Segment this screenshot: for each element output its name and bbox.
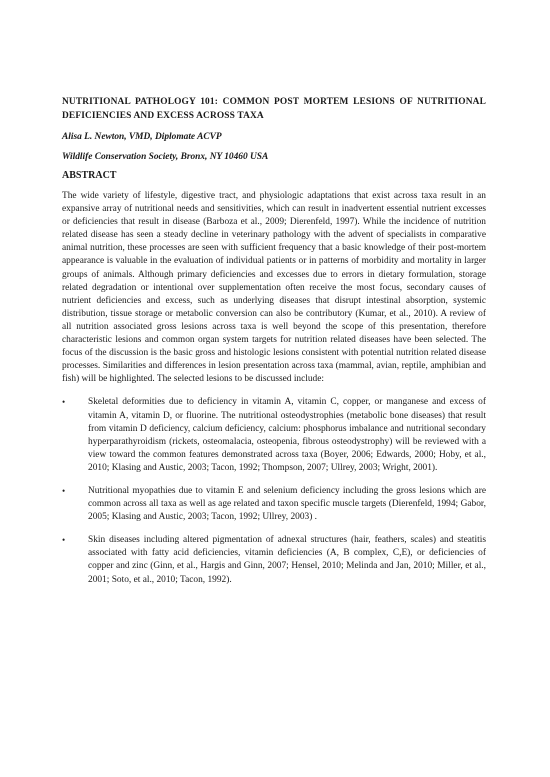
bullet-icon: •	[62, 535, 66, 546]
bullet-icon: •	[62, 397, 66, 408]
document-page	[62, 96, 486, 597]
list-item-text: Skeletal deformities due to deficiency in vitamin A, vitamin C, copper, or manganese and excess of vitamin A, vitamin D, or fluorine. The nutritional osteodystrophies (metabolic bone diseases) that result from vitamin D deficiency, calcium deficiency, calcium: phosphorus imbalance and nutritional secondary hyperparathyroidism (rickets, osteomalacia, osteopenia, fibrous osteodystrophy) will be reviewed with a view toward the common features demonstrated across taxa (Boyer, 2006; Edwards, 2000; Hoby, et al., 2010; Klasing and Austic, 2003; Tacon, 1992; Thompson, 2007; Ullrey, 2003; Wright, 2001).	[88, 397, 486, 473]
abstract-body: The wide variety of lifestyle, digestive tract, and physiologic adaptations that exist across taxa result in an expansive array of nutritional needs and sensitivities, which can result in inadvertent essential nutrient excesses or deficiencies that result in disease (Barboza et al., 2009; Dierenfeld, 1997). While the incidence of nutrition related disease has seen a steady decline in veterinary pathology with the advent of specialists in comparative animal nutrition, these processes are seen with sufficient frequency that a basic knowledge of their post-mortem appearance is valuable in the evaluation of individual patients or in patterns of morbidity and mortality in larger groups of animals. Although primary deficiencies and excesses due to errors in dietary formulation, storage related degradation or intentional over supplementation often receive the most focus, secondary causes of nutrient deficiencies and excess, such as underlying diseases that disrupt intestinal absorption, systemic distribution, tissue storage or metabolic conversion can also be contributory (Kumar, et al., 2010). A review of all nutrition associated gross lesions across taxa is well beyond the scope of this presentation, therefore characteristic lesions and common organ system targets for nutrition related diseases have been selected. The focus of the discussion is the basic gross and histologic lesions consistent with potential nutrition related disease processes. Similarities and differences in lesion presentation across taxa (mammal, avian, reptile, amphibian and fish) will be highlighted. The selected lesions to be discussed include:	[62, 191, 486, 385]
bullet-icon: •	[62, 485, 66, 496]
lesion-bullet-list	[62, 396, 486, 586]
list-item-text: Nutritional myopathies due to vitamin E and selenium deficiency including the gross lesions which are common across all taxa as well as age related and taxon specific muscle targets (Dierenfeld, 1994; Gabor, 2005; Klasing and Austic, 2003; Tacon, 1992; Ullrey, 2003) .	[88, 485, 486, 523]
author-line: Alisa L. Newton, VMD, Diplomate ACVP	[62, 132, 222, 142]
list-item	[62, 534, 486, 586]
paper-title: NUTRITIONAL PATHOLOGY 101: COMMON POST MORTEM LESIONS OF NUTRITIONAL DEFICIENCIES AND EXCESS ACROSS TAXA	[62, 97, 486, 121]
abstract-heading: ABSTRACT	[62, 170, 117, 181]
list-item-text: Skin diseases including altered pigmentation of adnexal structures (hair, feathers, scales) and steatitis associated with fatty acid deficiencies, vitamin deficiencies (A, B complex, C,E), or deficiencies of copper and zinc (Ginn, et al., Hargis and Ginn, 2007; Hensel, 2010; Melinda and Jan, 2010; Miller, et al., 2001; Soto, et al., 2010; Tacon, 1992).	[88, 535, 486, 585]
list-item	[62, 485, 486, 524]
affiliation-line: Wildlife Conservation Society, Bronx, NY 10460 USA	[62, 152, 269, 162]
list-item	[62, 396, 486, 475]
